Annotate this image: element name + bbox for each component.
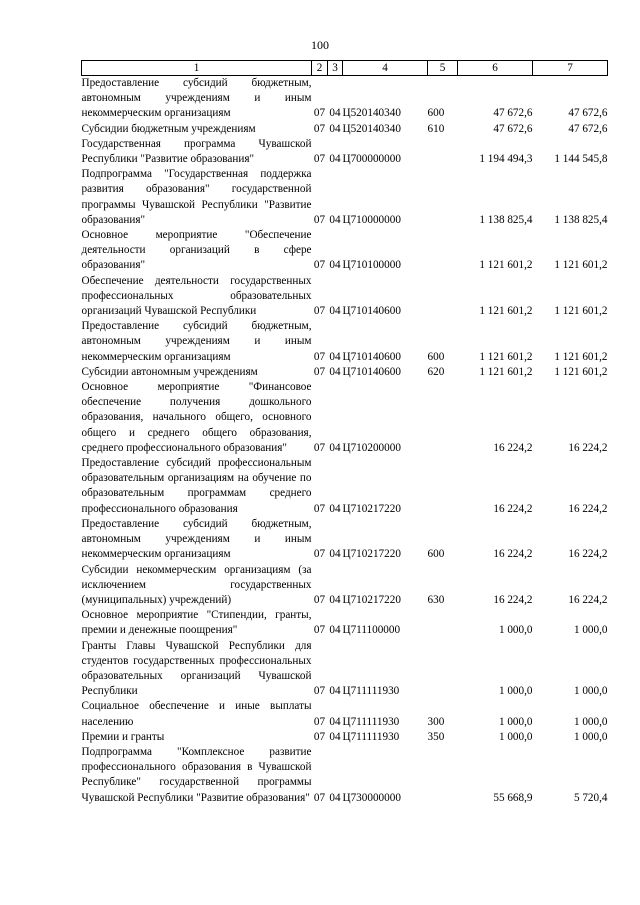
section-code: 07	[313, 259, 326, 272]
table-row	[82, 274, 608, 320]
section-code: 07	[313, 548, 326, 561]
section-code: 07	[313, 153, 326, 166]
target-article-code: Ц710100000	[342, 259, 401, 272]
target-article-code: Ц711111930	[342, 715, 400, 728]
section-code: 07	[313, 730, 326, 743]
table-row	[82, 319, 608, 365]
row-name: Субсидии бюджетным учреждениям	[81, 122, 256, 135]
row-name: Предоставление субсидий бюджетным, автономным учреждениям и иным некоммерческим организациям	[81, 77, 312, 120]
amount-year-2: 1 121 601,2	[554, 365, 608, 378]
subsection-code: 04	[329, 791, 341, 804]
amount-year-2: 1 000,0	[573, 715, 608, 728]
column-header: 3	[328, 61, 343, 76]
row-name: Премии и гранты	[81, 730, 165, 743]
subsection-code: 04	[329, 441, 341, 454]
expense-type-code: 300	[427, 715, 445, 728]
subsection-code: 04	[329, 548, 341, 561]
expense-type-code: 350	[427, 730, 445, 743]
target-article-code: Ц710217220	[342, 502, 401, 515]
table-row	[82, 137, 608, 167]
row-name: Обеспечение деятельности государственных профессиональных образовательных организаций Чувашской Республики	[81, 274, 312, 318]
amount-year-1: 1 121 601,2	[479, 259, 533, 272]
table-row	[82, 745, 608, 806]
amount-year-1: 16 224,2	[493, 593, 533, 606]
table-row	[82, 365, 608, 380]
target-article-code: Ц730000000	[342, 791, 401, 804]
target-article-code: Ц711111930	[342, 730, 400, 743]
section-code: 07	[313, 107, 326, 120]
section-code: 07	[313, 365, 326, 378]
section-code: 07	[313, 213, 326, 226]
expense-type-code: 600	[427, 350, 445, 363]
amount-year-2: 5 720,4	[573, 791, 608, 804]
subsection-code: 04	[329, 624, 341, 637]
amount-year-1: 1 000,0	[498, 715, 533, 728]
amount-year-2: 1 000,0	[573, 685, 608, 698]
subsection-code: 04	[329, 715, 341, 728]
expense-type-code: 620	[427, 365, 445, 378]
amount-year-2: 16 224,2	[568, 441, 608, 454]
table-row	[82, 228, 608, 274]
expense-type-code	[428, 380, 458, 456]
amount-year-1: 16 224,2	[493, 441, 533, 454]
target-article-code: Ц710000000	[342, 213, 401, 226]
target-article-code: Ц711100000	[342, 624, 401, 637]
target-article-code: Ц711111930	[342, 685, 400, 698]
table-row	[82, 699, 608, 729]
column-header: 6	[458, 61, 533, 76]
amount-year-2: 47 672,6	[568, 122, 608, 135]
row-name: Основное мероприятие "Стипендии, гранты, премии и денежные поощрения"	[81, 609, 312, 637]
amount-year-2: 1 138 825,4	[554, 213, 608, 226]
section-code: 07	[313, 350, 326, 363]
table-row	[82, 167, 608, 228]
amount-year-1: 1 194 494,3	[479, 153, 533, 166]
expense-type-code: 610	[427, 122, 445, 135]
page-number: 100	[311, 38, 329, 52]
table-row	[82, 122, 608, 137]
amount-year-2: 1 121 601,2	[554, 350, 608, 363]
table-row	[82, 608, 608, 638]
target-article-code: Ц710140600	[342, 350, 401, 363]
budget-table	[81, 60, 608, 806]
column-header: 4	[343, 61, 428, 76]
row-name: Основное мероприятие "Обеспечение деятельности организаций в сфере образования"	[81, 229, 312, 272]
section-code: 07	[313, 624, 326, 637]
row-name: Подпрограмма "Комплексное развитие профессионального образования в Чувашской Республике" государственной программы Чувашской Республики "Развитие образования"	[81, 745, 312, 804]
amount-year-1: 1 121 601,2	[479, 350, 533, 363]
section-code: 07	[313, 593, 326, 606]
amount-year-2: 1 121 601,2	[554, 259, 608, 272]
expense-type-code	[428, 274, 458, 320]
expense-type-code	[428, 639, 458, 700]
amount-year-1: 55 668,9	[493, 791, 533, 804]
target-article-code: Ц710200000	[342, 441, 401, 454]
section-code: 07	[313, 791, 326, 804]
amount-year-2: 1 000,0	[573, 624, 608, 637]
expense-type-code	[428, 228, 458, 274]
section-code: 07	[313, 502, 326, 515]
amount-year-2: 1 000,0	[573, 730, 608, 743]
header-row	[82, 61, 608, 76]
row-name: Предоставление субсидий бюджетным, автономным учреждениям и иным некоммерческим организациям	[81, 517, 312, 561]
amount-year-1: 1 000,0	[498, 685, 533, 698]
expense-type-code	[428, 137, 458, 167]
target-article-code: Ц710140600	[342, 305, 401, 318]
expense-type-code: 600	[427, 107, 445, 120]
target-article-code: Ц710217220	[342, 593, 401, 606]
table-row	[82, 639, 608, 700]
row-name: Гранты Главы Чувашской Республики для студентов государственных профессиональных образовательных организаций Чувашской Республики	[81, 639, 312, 698]
amount-year-1: 16 224,2	[493, 548, 533, 561]
column-header: 7	[533, 61, 608, 76]
amount-year-2: 47 672,6	[568, 107, 608, 120]
column-header: 5	[428, 61, 458, 76]
amount-year-1: 1 000,0	[498, 730, 533, 743]
section-code: 07	[313, 685, 326, 698]
expense-type-code: 630	[427, 593, 445, 606]
subsection-code: 04	[329, 502, 341, 515]
subsection-code: 04	[329, 350, 341, 363]
table-row	[82, 456, 608, 517]
expense-type-code	[428, 167, 458, 228]
section-code: 07	[313, 441, 326, 454]
target-article-code: Ц700000000	[342, 153, 401, 166]
subsection-code: 04	[329, 122, 341, 135]
row-name: Субсидии автономным учреждениям	[81, 365, 258, 378]
column-header: 2	[312, 61, 328, 76]
row-name: Предоставление субсидий бюджетным, автономным учреждениям и иным некоммерческим организациям	[81, 320, 312, 363]
subsection-code: 04	[329, 213, 341, 226]
section-code: 07	[313, 715, 326, 728]
subsection-code: 04	[329, 259, 341, 272]
subsection-code: 04	[329, 365, 341, 378]
table-row	[82, 730, 608, 745]
subsection-code: 04	[329, 107, 341, 120]
subsection-code: 04	[329, 593, 341, 606]
row-name: Подпрограмма "Государственная поддержка развития образования" государственной программы Чувашской Республики "Развитие образования"	[81, 168, 312, 226]
amount-year-1: 1 000,0	[498, 624, 533, 637]
amount-year-2: 16 224,2	[568, 593, 608, 606]
amount-year-2: 1 121 601,2	[554, 305, 608, 318]
expense-type-code: 600	[427, 548, 445, 561]
expense-type-code	[428, 456, 458, 517]
amount-year-2: 1 144 545,8	[554, 153, 608, 166]
subsection-code: 04	[329, 153, 341, 166]
amount-year-1: 1 138 825,4	[479, 213, 533, 226]
column-header: 1	[82, 61, 312, 76]
amount-year-1: 16 224,2	[493, 502, 533, 515]
table-row	[82, 517, 608, 563]
section-code: 07	[313, 122, 326, 135]
section-code: 07	[313, 305, 326, 318]
table-row	[82, 380, 608, 456]
amount-year-1: 1 121 601,2	[479, 305, 533, 318]
table-row	[82, 563, 608, 609]
amount-year-1: 1 121 601,2	[479, 365, 533, 378]
amount-year-2: 16 224,2	[568, 548, 608, 561]
table-row	[82, 76, 608, 122]
target-article-code: Ц710140600	[342, 365, 401, 378]
subsection-code: 04	[329, 685, 341, 698]
row-name: Государственная программа Чувашской Республики "Развитие образования"	[81, 137, 312, 166]
target-article-code: Ц710217220	[342, 548, 401, 561]
amount-year-2: 16 224,2	[568, 502, 608, 515]
row-name: Предоставление субсидий профессиональным образовательным организациям на обучение по образовательным программам среднего профессионального образования	[81, 457, 312, 515]
amount-year-1: 47 672,6	[493, 122, 533, 135]
subsection-code: 04	[329, 305, 341, 318]
row-name: Основное мероприятие "Финансовое обеспечение получения дошкольного образования, начального общего, основного общего и среднего общего образования, среднего профессионального образования"	[81, 381, 312, 454]
amount-year-1: 47 672,6	[493, 107, 533, 120]
row-name: Социальное обеспечение и иные выплаты населению	[81, 700, 312, 728]
expense-type-code	[428, 608, 458, 638]
row-name: Субсидии некоммерческим организациям (за исключением государственных (муниципальных) учреждений)	[81, 563, 312, 606]
expense-type-code	[428, 745, 458, 806]
subsection-code: 04	[329, 730, 341, 743]
target-article-code: Ц520140340	[342, 107, 401, 120]
target-article-code: Ц520140340	[342, 122, 401, 135]
